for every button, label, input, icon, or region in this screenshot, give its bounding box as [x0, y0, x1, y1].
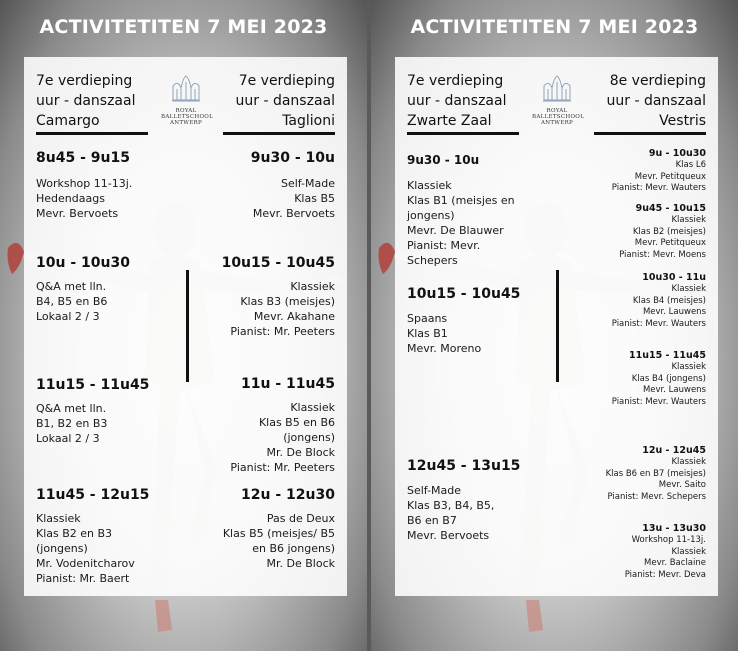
- logo-text-line: ANTWERP: [169, 120, 203, 126]
- activity-line: Mevr. Moreno: [407, 342, 482, 355]
- activity-line: Mevr. Akahane: [253, 310, 335, 323]
- room-subtitle: uur - danszaal: [36, 93, 136, 109]
- activity-line: Self-Made: [280, 177, 335, 190]
- activity-line: Mevr. Lauwens: [642, 307, 706, 317]
- activity-line: B6 en B7: [407, 514, 457, 527]
- room-header-right: [607, 71, 706, 131]
- activity-time: 9u30 - 10u: [250, 150, 335, 166]
- room-header-right: [236, 71, 335, 131]
- activity-line: Mevr. De Blauwer: [407, 224, 504, 237]
- school-logo: [532, 74, 585, 126]
- page-title: ACTIVITETITEN 7 MEI 2023: [410, 16, 699, 38]
- room-subtitle: uur - danszaal: [407, 93, 507, 109]
- activity-block: [36, 149, 132, 221]
- activity-line: Lokaal 2 / 3: [36, 432, 100, 445]
- header-divider-left: [407, 132, 519, 135]
- activity-block: [612, 350, 706, 408]
- room-header-left: [407, 71, 506, 131]
- activity-line: Pianist: Mevr. Moens: [619, 249, 706, 260]
- activity-block: [612, 148, 706, 195]
- activity-line: Pianist: Mevr. Wauters: [611, 183, 706, 193]
- activity-line: Klas B5: [294, 192, 335, 205]
- activity-line: Self-Made: [407, 484, 462, 497]
- activity-line: Mr. Vodenitcharov: [36, 557, 135, 570]
- activity-line: en B6 jongens): [252, 542, 335, 555]
- activity-line: Klassiek: [290, 401, 335, 414]
- activity-line: Q&A met lln.: [36, 280, 107, 293]
- column-divider: [556, 270, 559, 382]
- activity-time: 12u - 12u30: [241, 487, 335, 503]
- activity-block: [625, 523, 706, 581]
- room-name: Zwarte Zaal: [407, 113, 492, 129]
- header-divider-right: [223, 132, 335, 135]
- activity-block: [612, 272, 706, 330]
- activity-time: 13u - 13u30: [642, 523, 706, 534]
- activity-line: Pianist: Mr. Baert: [36, 572, 130, 585]
- activity-block: [230, 375, 335, 475]
- activity-line: Klas B4 (jongens): [631, 373, 706, 384]
- activity-line: Mevr. Petitqueux: [634, 238, 706, 248]
- room-name: Camargo: [36, 113, 100, 129]
- schedule-panel-left: [0, 0, 367, 651]
- activity-line: Mevr. Lauwens: [642, 385, 706, 395]
- activity-line: Klassiek: [407, 179, 452, 192]
- header-divider-right: [594, 132, 706, 135]
- activity-line: B1, B2 en B3: [36, 417, 108, 430]
- activity-block: [222, 254, 335, 339]
- activity-time: 10u30 - 11u: [642, 272, 706, 283]
- activity-line: Klas B3 (meisjes): [240, 295, 335, 308]
- activity-line: jongens): [407, 209, 455, 222]
- activity-time: 8u45 - 9u15: [36, 150, 130, 166]
- activity-line: Pianist: Mevr. Schepers: [607, 491, 706, 502]
- activity-block: [36, 486, 149, 586]
- activity-block: [36, 376, 149, 446]
- logo-text-line: ROYAL: [546, 108, 568, 114]
- activity-block: [223, 486, 335, 571]
- activity-time: 10u - 10u30: [36, 255, 130, 271]
- activity-time: 11u15 - 11u45: [36, 377, 150, 393]
- activity-line: Pianist: Mevr.: [407, 239, 481, 252]
- activity-line: Klas B5 (meisjes/ B5: [222, 527, 335, 540]
- activity-line: Pianist: Mr. Peeters: [230, 325, 335, 338]
- activity-line: Q&A met lln.: [36, 402, 107, 415]
- activity-time: 9u45 - 10u15: [635, 203, 706, 214]
- activity-line: Klassiek: [671, 362, 706, 372]
- activity-line: Klas L6: [675, 160, 706, 170]
- activity-line: Hedendaags: [36, 192, 105, 205]
- activity-line: Mr. De Block: [266, 557, 335, 570]
- activity-line: (jongens): [36, 542, 88, 555]
- activity-line: Mevr. Bervoets: [252, 207, 335, 220]
- activity-block: [619, 203, 706, 261]
- activity-line: Klassiek: [671, 215, 706, 225]
- room-floor: 8e verdieping: [609, 73, 706, 89]
- school-logo: [161, 74, 214, 126]
- activity-line: Klassiek: [290, 280, 335, 293]
- activity-time: 12u - 12u45: [642, 445, 706, 456]
- schedule-card: [24, 57, 347, 596]
- logo-text-line: ROYAL: [175, 108, 197, 114]
- activity-line: Workshop 11-13j.: [36, 177, 133, 190]
- logo-text-line: BALLETSCHOOL: [161, 114, 214, 120]
- activity-block: [407, 151, 515, 268]
- header-divider-left: [36, 132, 148, 135]
- activity-line: Schepers: [407, 254, 458, 267]
- room-subtitle: uur - danszaal: [606, 93, 706, 109]
- activity-line: Klas B1 (meisjes en: [407, 194, 515, 207]
- activity-line: Klas B6 en B7 (meisjes): [605, 468, 706, 479]
- activity-line: Klas B5 en B6: [258, 416, 335, 429]
- room-floor: 7e verdieping: [407, 73, 504, 89]
- activity-line: Pianist: Mevr. Wauters: [611, 318, 706, 329]
- activity-line: Klassiek: [36, 512, 81, 525]
- room-name: Taglioni: [282, 113, 335, 129]
- activity-line: (jongens): [283, 431, 335, 444]
- activity-line: Mevr. Saito: [658, 480, 706, 490]
- activity-line: Klassiek: [671, 284, 706, 294]
- activity-line: Pianist: Mevr. Wauters: [611, 396, 706, 407]
- page-title: ACTIVITETITEN 7 MEI 2023: [39, 16, 328, 38]
- room-subtitle: uur - danszaal: [235, 93, 335, 109]
- schedule-panel-right: [371, 0, 738, 651]
- crown-icon: [540, 74, 574, 104]
- activity-line: Lokaal 2 / 3: [36, 310, 100, 323]
- activity-line: Spaans: [407, 312, 448, 325]
- activity-line: Mevr. Petitqueux: [634, 171, 706, 182]
- activity-time: 9u - 10u30: [648, 148, 706, 159]
- activity-line: Pas de Deux: [266, 512, 335, 525]
- activity-time: 10u15 - 10u45: [221, 255, 335, 271]
- room-floor: 7e verdieping: [36, 73, 133, 89]
- activity-line: Workshop 11-13j.: [631, 535, 706, 545]
- activity-line: Pianist: Mevr. Deva: [624, 569, 706, 580]
- activity-line: Klassiek: [671, 546, 706, 557]
- activity-line: Mevr. Bervoets: [36, 207, 119, 220]
- logo-text-line: ANTWERP: [540, 120, 574, 126]
- activity-time: 10u15 - 10u45: [407, 286, 521, 302]
- activity-block: [407, 285, 520, 356]
- activity-line: Klas B1: [407, 327, 448, 340]
- activity-line: Klas B2 en B3: [36, 527, 113, 540]
- crown-icon: [169, 74, 203, 104]
- activity-time: 11u - 11u45: [241, 376, 335, 392]
- room-header-left: [36, 71, 135, 131]
- activity-line: B4, B5 en B6: [36, 295, 108, 308]
- room-name: Vestris: [659, 113, 706, 129]
- activity-time: 12u45 - 13u15: [407, 458, 521, 474]
- activity-block: [407, 457, 520, 543]
- activity-line: Klas B2 (meisjes): [632, 226, 706, 237]
- room-floor: 7e verdieping: [238, 73, 335, 89]
- activity-block: [36, 254, 130, 324]
- column-divider: [186, 270, 189, 382]
- activity-line: Mr. De Block: [266, 446, 335, 459]
- activity-time: 9u30 - 10u: [407, 153, 480, 167]
- activity-line: Klas B4 (meisjes): [632, 295, 706, 306]
- activity-time: 11u45 - 12u15: [36, 487, 150, 503]
- activity-block: [251, 149, 335, 221]
- activity-line: Klassiek: [671, 457, 706, 467]
- activity-time: 11u15 - 11u45: [629, 350, 706, 361]
- logo-text-line: BALLETSCHOOL: [532, 114, 585, 120]
- activity-line: Mevr. Baclaine: [644, 558, 706, 568]
- activity-block: [606, 445, 706, 503]
- activity-line: Mevr. Bervoets: [407, 529, 490, 542]
- activity-line: Pianist: Mr. Peeters: [230, 461, 335, 474]
- schedule-card: [395, 57, 718, 596]
- activity-line: Klas B3, B4, B5,: [407, 499, 495, 512]
